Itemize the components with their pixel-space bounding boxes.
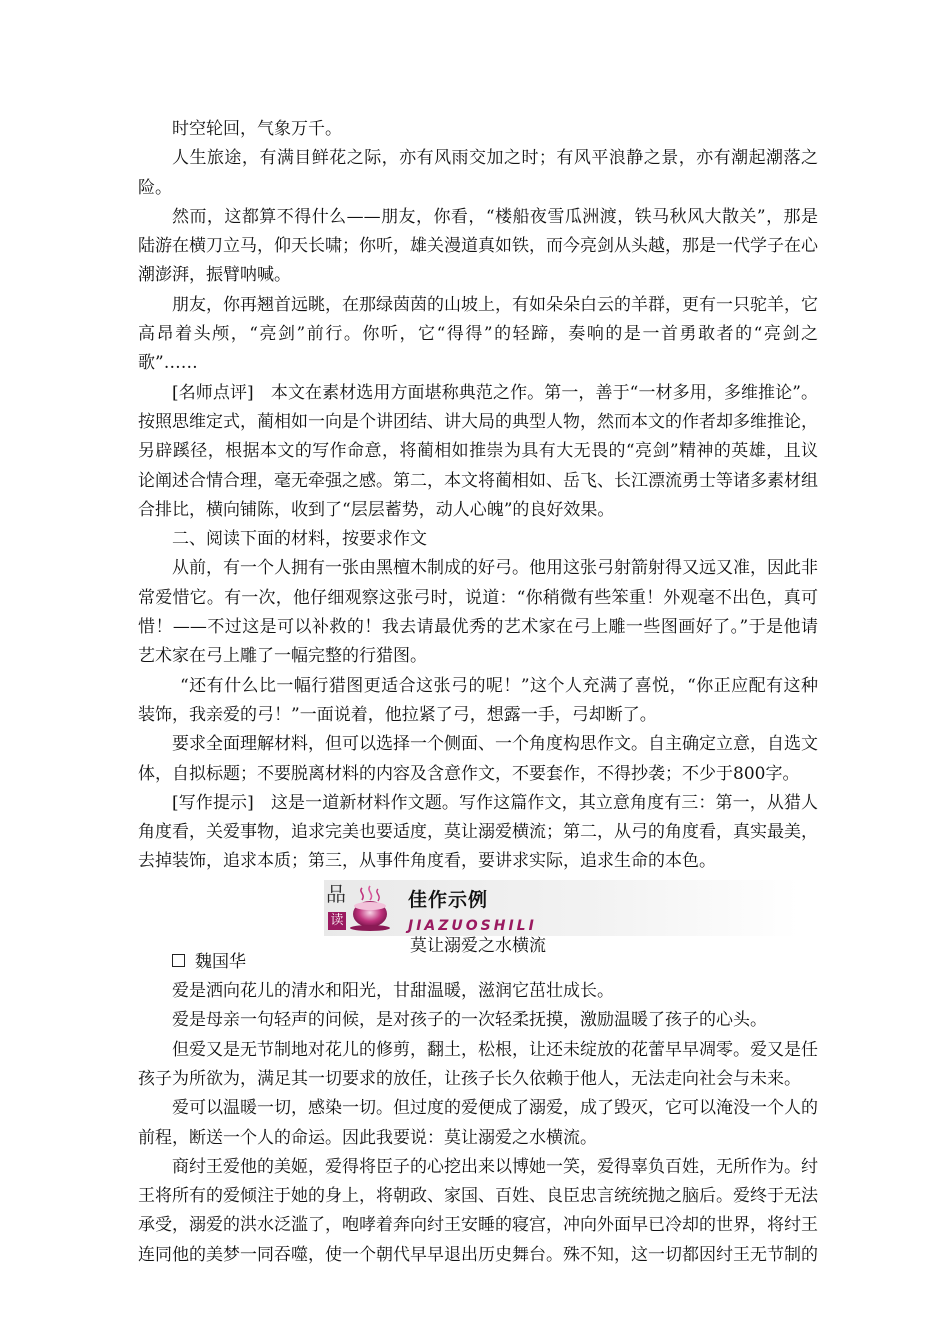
sample-essay-banner	[138, 880, 818, 956]
material-paragraph: 从前，有一个人拥有一张由黑檀木制成的好弓。他用这张弓射箭射得又远又准，因此非常爱惜它。有一次，他仔细观察这张弓时，说道：“你稍微有些笨重！外观毫不出色，真可惜！——不过这是可以补救的！我去请最优秀的艺术家在弓上雕一些图画好了。”于是他请艺术家在弓上雕了一幅完整的行猎图。	[138, 558, 818, 667]
paragraph: 时空轮回，气象万千。	[172, 119, 342, 139]
requirements-paragraph: 要求全面理解材料，但可以选择一个侧面、一个角度构思作文。自主确定立意，自选文体，自拟标题；不要脱离材料的内容及含意作文，不要套作，不得抄袭；不少于800字。	[138, 734, 818, 784]
du-character: 读	[328, 912, 346, 930]
writing-tips-paragraph: [写作提示] 这是一道新材料作文题。写作这篇作文，其立意角度有三：第一，从猎人角度看，关爱事物，追求完美也要适度，莫让溺爱横流；第二，从弓的角度看，真实最美，去掉装饰，追求本质；第三，从事件角度看，要讲求实际，追求生命的本色。	[138, 792, 818, 872]
essay-title: 莫让溺爱之水横流	[410, 935, 546, 956]
document-page	[138, 115, 818, 1270]
essay-paragraph: 爱是洒向花儿的清水和阳光，甘甜温暖，滋润它茁壮成长。	[172, 981, 614, 1002]
essay-paragraph: 但爱又是无节制地对花儿的修剪，翻土，松根，让还未绽放的花蕾早早凋零。爱又是任孩子为所欲为，满足其一切要求的放任，让孩子长久依赖于他人，无法走向社会与未来。	[138, 1039, 818, 1089]
pin-character: 品	[326, 881, 346, 906]
paragraph: 人生旅途，有满目鲜花之际，亦有风雨交加之时；有风平浪静之景，亦有潮起潮落之险。	[138, 148, 818, 198]
material-paragraph: “还有什么比一幅行猎图更适合这张弓的呢！”这个人充满了喜悦，“你正应配有这种装饰，我亲爱的弓！”一面说着，他拉紧了弓，想露一手，弓却断了。	[138, 675, 818, 725]
banner-subtitle: JIAZUOSHILI	[408, 917, 537, 934]
banner-background	[324, 880, 799, 936]
essay-paragraph: 商纣王爱他的美姬，爱得将臣子的心挖出来以博她一笑，爱得辜负百姓，无所作为。纣王将所有的爱倾注于她的身上，将朝政、家国、百姓、良臣忠言统统抛之脑后。爱终于无法承受，溺爱的洪水泛滥了，咆哮着奔向纣王安睡的寝宫，冲向外面早已冷却的世界，将纣王连同他的美梦一同吞噬，使一个朝代早早退出历史舞台。殊不知，这一切都因纣王无节制的	[138, 1156, 818, 1265]
banner-title: 佳作示例	[408, 888, 489, 911]
essay-paragraph: 爱是母亲一句轻声的问候，是对孩子的一次轻柔抚摸，激励温暖了孩子的心头。	[172, 1010, 767, 1031]
teacher-comment-paragraph: [名师点评] 本文在素材选用方面堪称典范之作。第一，善于“一材多用，多维推论”。按照思维定式，蔺相如一向是个讲团结、讲大局的典型人物，然而本文的作者却多维推论，另辟蹊径，根据本文的写作命意，将蔺相如推崇为具有大无畏的“亮剑”精神的英雄，且议论阐述合情合理，毫无牵强之感。第二，本文将蔺相如、岳飞、长江漂流勇士等诸多素材组合排比，横向铺陈，收到了“层层蓄势，动人心魄”的良好效果。	[138, 382, 818, 520]
teacup-icon	[348, 884, 392, 932]
section-heading: 二、阅读下面的材料，按要求作文	[172, 529, 427, 550]
paragraph: 然而，这都算不得什么——朋友，你看，“楼船夜雪瓜洲渡，铁马秋风大散关”，那是陆游在横刀立马，仰天长啸；你听，雄关漫道真如铁，而今亮剑从头越，那是一代学子在心潮澎湃，振臂呐喊。	[138, 206, 818, 286]
essay-paragraph: 爱可以温暖一切，感染一切。但过度的爱便成了溺爱，成了毁灭，它可以淹没一个人的前程，断送一个人的命运。因此我要说：莫让溺爱之水横流。	[138, 1098, 818, 1148]
paragraph: 朋友，你再翘首远眺，在那绿茵茵的山坡上，有如朵朵白云的羊群，更有一只驼羊，它高昂着头颅，“亮剑”前行。你听，它“得得”的轻蹄，奏响的是一首勇敢者的“亮剑之歌”……	[138, 294, 818, 374]
author-name: 魏国华	[195, 951, 246, 972]
pin-du-logo	[324, 880, 396, 936]
